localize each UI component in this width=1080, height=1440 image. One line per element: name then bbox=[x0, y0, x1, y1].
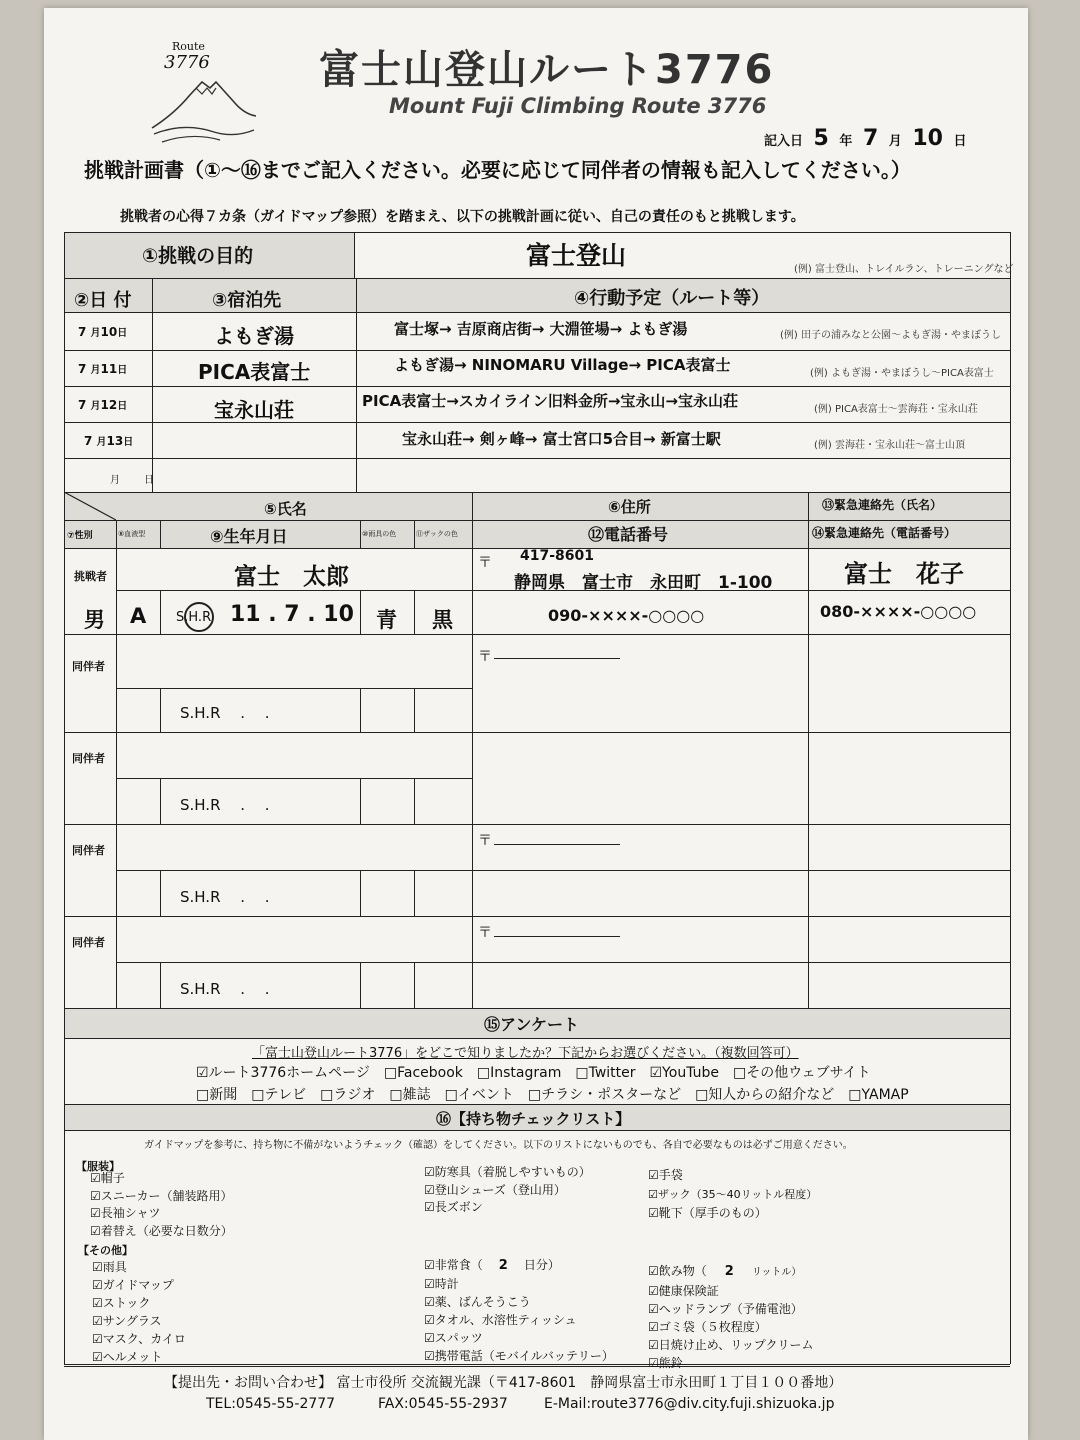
clothing-list-3 bbox=[648, 1166, 817, 1223]
companion-label: 同伴者 bbox=[72, 660, 105, 673]
era-options: S.H.R bbox=[176, 610, 212, 625]
plan-heading: 挑戦計画書（①～⑯までご記入ください。必要に応じて同伴者の情報も記入してください。） bbox=[84, 158, 911, 182]
plan-lodging[interactable]: 宝永山荘 bbox=[214, 398, 294, 422]
checklist-item[interactable]: ☑ヘッドランプ（予備電池） bbox=[648, 1302, 803, 1316]
checklist-item[interactable]: ☑雨具 bbox=[92, 1260, 127, 1274]
blood-header: ⑧血液型 bbox=[118, 530, 146, 538]
entry-date-nen: 年 bbox=[839, 134, 853, 149]
form-subtitle: Mount Fuji Climbing Route 3776 bbox=[389, 94, 767, 118]
postal-mark: 〒 bbox=[478, 925, 492, 941]
plan-example: (例) PICA表富士～雲海荘・宝永山荘 bbox=[814, 404, 978, 415]
other-section-label: 【その他】 bbox=[78, 1244, 133, 1257]
checklist-item[interactable]: ☑着替え（必要な日数分） bbox=[90, 1223, 233, 1238]
entry-date-day[interactable]: 10 bbox=[912, 126, 943, 151]
rain-gear-header: ⑩雨具の色 bbox=[362, 530, 397, 538]
survey-options-row2[interactable]: □新聞 □テレビ □ラジオ □雑誌 □イベント □チラシ・ポスターなど □知人からの紹介など □YAMAP bbox=[196, 1087, 909, 1103]
challenger-address[interactable]: 静岡県 富士市 永田町 1-100 bbox=[514, 573, 773, 593]
checklist-item[interactable]: ☑サングラス bbox=[92, 1314, 162, 1328]
birth-header: ⑨生年月日 bbox=[210, 527, 288, 546]
checklist-note: ガイドマップを参考に、持ち物に不備がないようチェック（確認）をしてください。以下のリストにないものでも、各自で必要なものは必ずご用意ください。 bbox=[144, 1140, 853, 1151]
challenger-label: 挑戦者 bbox=[74, 570, 107, 583]
footer-fax: FAX:0545-55-2937 bbox=[378, 1396, 508, 1412]
address-header: ⑥住所 bbox=[608, 498, 651, 516]
clothing-section-label: 【服装】 bbox=[76, 1160, 120, 1173]
plan-date[interactable]: 7 月13日 bbox=[84, 434, 134, 448]
route-3776-logo bbox=[144, 36, 264, 146]
checklist-item[interactable]: ☑スニーカー（舗装路用） bbox=[90, 1188, 233, 1203]
footer-contact: 【提出先・お問い合わせ】 富士市役所 交流観光課（〒417-8601 静岡県富士市永田町１丁目１００番地） bbox=[164, 1375, 843, 1391]
survey-heading: ⑮アンケート bbox=[484, 1015, 580, 1034]
challenger-blood-type[interactable]: A bbox=[130, 604, 147, 628]
entry-date-tsuki: 月 bbox=[888, 134, 902, 149]
challenger-sex[interactable]: 男 bbox=[84, 608, 105, 632]
clothing-list-1 bbox=[90, 1170, 233, 1240]
pledge-text: 挑戦者の心得７カ条（ガイドマップ参照）を踏まえ、以下の挑戦計画に従い、自己の責任のもと挑戦します。 bbox=[120, 209, 805, 225]
survey-question: 「富士山登山ルート3776」をどこで知りましたか？下記からお選びください。（複数回答可） bbox=[252, 1046, 799, 1061]
plan-example: (例) よもぎ湯・やまぼうし～PICA表富士 bbox=[810, 368, 994, 379]
checklist-item[interactable]: ☑健康保険証 bbox=[648, 1284, 719, 1298]
challenger-name[interactable]: 富士 太郎 bbox=[234, 564, 349, 590]
checklist-item[interactable]: ☑熊鈴 bbox=[648, 1356, 683, 1370]
survey-options-row1[interactable]: ☑ルート3776ホームページ □Facebook □Instagram □Twitter ☑YouTube □その他ウェブサイト bbox=[196, 1065, 871, 1081]
companion-birth-field[interactable]: S.H.R . . bbox=[180, 888, 270, 906]
emergency-contact-name[interactable]: 富士 花子 bbox=[844, 560, 964, 588]
companion-label: 同伴者 bbox=[72, 844, 105, 857]
plan-example: (例) 雲海荘・宝永山荘～富士山頂 bbox=[814, 440, 965, 451]
plan-route-header: ④行動予定（ルート等） bbox=[574, 288, 770, 309]
plan-date[interactable]: 7 月10日 bbox=[78, 325, 128, 339]
entry-date-month[interactable]: 7 bbox=[862, 126, 879, 151]
plan-example: (例) 田子の浦みなと公園～よもぎ湯・やまぼうし bbox=[780, 330, 1001, 341]
footer-tel: TEL:0545-55-2777 bbox=[206, 1396, 336, 1412]
purpose-example: (例) 富士登山、トレイルラン、トレーニングなど bbox=[794, 264, 1014, 275]
challenger-phone[interactable]: 090-××××-○○○○ bbox=[548, 606, 705, 625]
entry-date-year[interactable]: 5 bbox=[813, 126, 829, 151]
postal-mark: 〒 bbox=[478, 833, 492, 849]
companion-label: 同伴者 bbox=[72, 752, 105, 765]
purpose-value[interactable]: 富士登山 bbox=[526, 241, 627, 270]
entry-date bbox=[764, 126, 967, 151]
era-selection-circle[interactable] bbox=[184, 602, 214, 632]
challenger-rain-gear-color[interactable]: 青 bbox=[376, 608, 397, 632]
checklist-item[interactable]: ☑靴下（厚手のもの） bbox=[648, 1206, 767, 1220]
form-title: 富士山登山ルート3776 bbox=[319, 47, 775, 93]
footer-email[interactable]: E-Mail:route3776@div.city.fuji.shizuoka.jp bbox=[544, 1396, 835, 1412]
checklist-item[interactable]: ☑飲み物（ 2 リットル） bbox=[648, 1264, 802, 1279]
challenger-birth-date[interactable]: 11 . 7 . 10 bbox=[230, 602, 354, 627]
checklist-item[interactable]: ☑スパッツ bbox=[424, 1331, 483, 1345]
checklist-item[interactable]: ☑タオル、水溶性ティッシュ bbox=[424, 1313, 577, 1327]
other-list-2 bbox=[424, 1256, 614, 1365]
plan-lodging[interactable]: よもぎ湯 bbox=[214, 324, 294, 348]
checklist-item[interactable]: ☑日焼け止め、リップクリーム bbox=[648, 1338, 814, 1352]
checklist-item[interactable]: ☑ザック（35～40リットル程度） bbox=[648, 1188, 818, 1201]
other-list-1 bbox=[92, 1258, 186, 1366]
plan-route[interactable]: よもぎ湯→ NINOMARU Village→ PICA表富士 bbox=[394, 356, 731, 374]
mount-fuji-icon bbox=[144, 36, 264, 146]
entry-date-hi: 日 bbox=[953, 134, 967, 149]
checklist-item[interactable]: ☑防寒具（着脱しやすいもの） bbox=[424, 1165, 591, 1179]
postal-mark: 〒 bbox=[478, 649, 492, 665]
checklist-item[interactable]: ☑薬、ばんそうこう bbox=[424, 1295, 531, 1309]
challenger-pack-color[interactable]: 黒 bbox=[432, 608, 453, 632]
checklist-heading: ⑯【持ち物チェックリスト】 bbox=[436, 1110, 631, 1128]
companion-birth-field[interactable]: S.H.R . . bbox=[180, 980, 270, 998]
emergency-contact-phone[interactable]: 080-××××-○○○○ bbox=[820, 602, 977, 621]
plan-lodging[interactable]: PICA表富士 bbox=[198, 360, 311, 384]
checklist-item[interactable]: ☑マスク、カイロ bbox=[92, 1332, 186, 1346]
checklist-item[interactable]: ☑ゴミ袋（５枚程度） bbox=[648, 1320, 767, 1334]
companion-label: 同伴者 bbox=[72, 936, 105, 949]
plan-date[interactable]: 月 日 bbox=[110, 475, 155, 486]
plan-date-header: ②日 付 bbox=[74, 290, 132, 311]
logo-route-text: Route bbox=[172, 40, 205, 53]
companion-birth-field[interactable]: S.H.R . . bbox=[180, 796, 270, 814]
checklist-item[interactable]: ☑時計 bbox=[424, 1277, 459, 1291]
checklist-item[interactable]: ☑手袋 bbox=[648, 1168, 683, 1182]
name-header: ⑤氏名 bbox=[264, 500, 307, 518]
emergency-phone-header: ⑭緊急連絡先（電話番号） bbox=[812, 526, 957, 540]
clothing-list-2 bbox=[424, 1164, 591, 1217]
plan-date[interactable]: 7 月11日 bbox=[78, 362, 128, 376]
checklist-item[interactable]: ☑登山シューズ（登山用） bbox=[424, 1182, 566, 1197]
companion-birth-field[interactable]: S.H.R . . bbox=[180, 704, 270, 722]
sex-header: ⑦性別 bbox=[67, 531, 93, 541]
plan-date[interactable]: 7 月12日 bbox=[78, 398, 128, 412]
checklist-item[interactable]: ☑ヘルメット bbox=[92, 1350, 163, 1364]
challenger-postal-code[interactable]: 417-8601 bbox=[520, 548, 594, 564]
plan-route[interactable]: 宝永山荘→ 剣ヶ峰→ 富士宮口5合目→ 新富士駅 bbox=[402, 430, 721, 448]
phone-header: ⑫電話番号 bbox=[588, 525, 669, 544]
logo-number: 3776 bbox=[164, 52, 210, 73]
entry-date-label: 記入日 bbox=[764, 134, 804, 149]
plan-lodging-header: ③宿泊先 bbox=[212, 290, 282, 311]
checklist-item[interactable]: ☑ガイドマップ bbox=[92, 1278, 174, 1292]
plan-route[interactable]: 富士塚→ 吉原商店街→ 大淵笹場→ よもぎ湯 bbox=[394, 320, 688, 338]
plan-route[interactable]: PICA表富士→スカイライン旧料金所→宝永山→宝永山荘 bbox=[362, 392, 738, 410]
checklist-item[interactable]: ☑長袖シャツ bbox=[90, 1206, 161, 1220]
emergency-name-header: ⑬緊急連絡先（氏名） bbox=[822, 498, 943, 512]
checklist-item[interactable]: ☑長ズボン bbox=[424, 1200, 483, 1214]
purpose-label: ①挑戦の目的 bbox=[142, 245, 254, 267]
postal-mark: 〒 bbox=[478, 555, 492, 571]
checklist-item[interactable]: ☑ストック bbox=[92, 1296, 151, 1310]
checklist-item[interactable]: ☑帽子 bbox=[90, 1171, 125, 1185]
checklist-item[interactable]: ☑携帯電話（モバイルバッテリー） bbox=[424, 1349, 614, 1363]
pack-color-header: ⑪ザックの色 bbox=[416, 530, 458, 538]
other-list-3 bbox=[648, 1262, 813, 1372]
checklist-item[interactable]: ☑非常食（ 2 日分） bbox=[424, 1258, 560, 1273]
application-form-sheet bbox=[44, 8, 1028, 1440]
